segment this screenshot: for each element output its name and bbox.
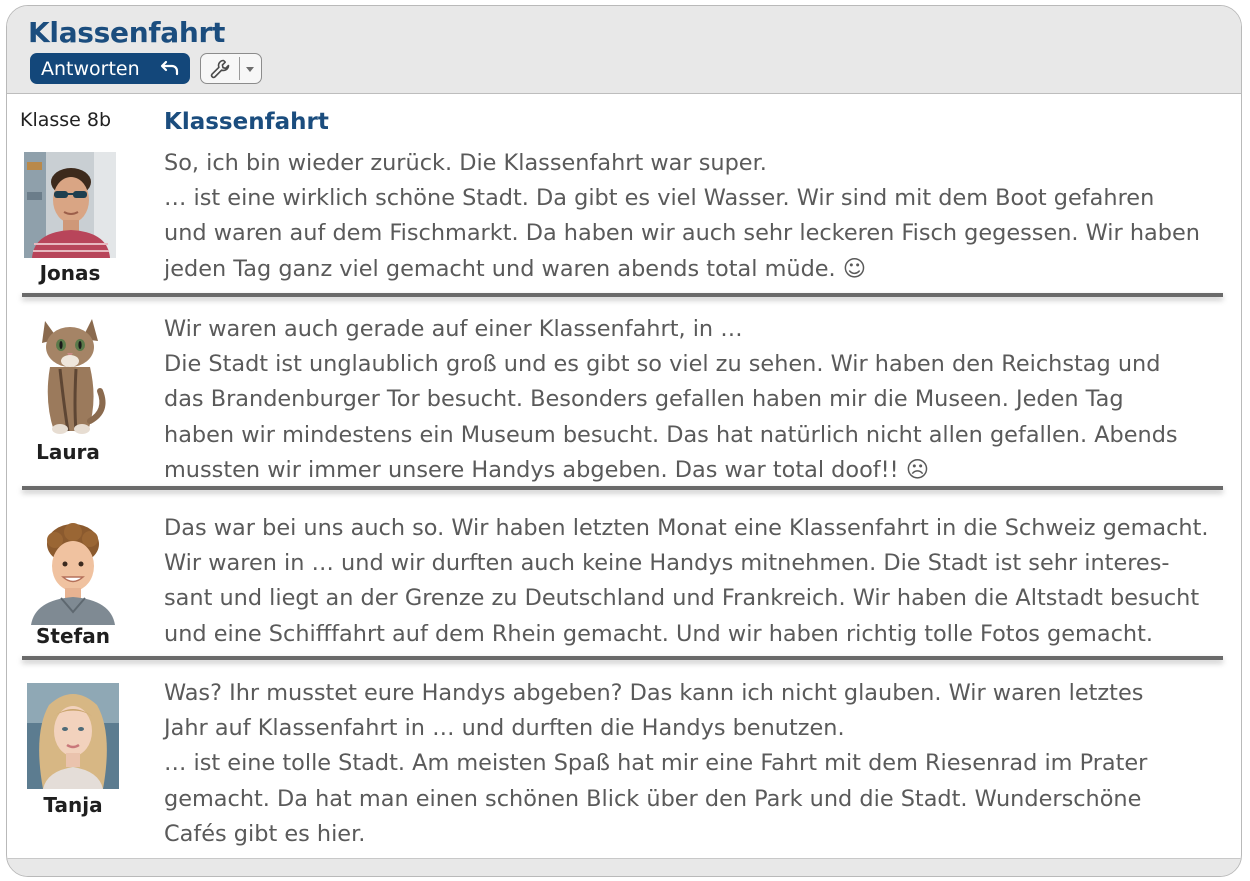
post-line: gemacht. Da hat man einen schönen Blick über den Park und die Stadt. Wunderschöne <box>164 785 1142 812</box>
page-title: Klassenfahrt <box>28 16 226 49</box>
post-line: sant und liegt an der Grenze zu Deutschland und Frankreich. Wir haben die Altstadt besucht <box>164 585 1200 612</box>
reply-arrow-icon <box>160 59 180 77</box>
avatar-laura[interactable] <box>30 311 112 436</box>
caret-down-icon[interactable] <box>246 67 254 72</box>
post-body <box>164 676 1239 852</box>
forum-header <box>7 6 1241 94</box>
group-label: Klasse 8b <box>20 109 112 131</box>
boy-sunglasses-photo <box>24 152 116 258</box>
post-divider <box>22 486 1223 490</box>
post-divider <box>22 293 1223 297</box>
post-line: jeden Tag ganz viel gemacht und waren abends total müde. ☺ <box>164 255 867 282</box>
post-line: So, ich bin wieder zurück. Die Klassenfahrt war super. <box>164 150 767 176</box>
post-line: Cafés gibt es hier. <box>164 820 366 847</box>
thread-title: Klassenfahrt <box>164 109 329 135</box>
post-line: Was? Ihr musstet eure Handys abgeben? Das kann ich nicht glauben. Wir waren letztes <box>164 680 1144 706</box>
wrench-icon <box>209 58 231 80</box>
boy-curly-hair-photo <box>27 520 119 625</box>
post-line: … ist eine tolle Stadt. Am meisten Spaß hat mir eine Fahrt mit dem Riesenrad im Prater <box>164 750 1148 777</box>
post-line: Die Stadt ist unglaublich groß und es gibt so viel zu sehen. Wir haben den Reichstag und <box>164 351 1161 378</box>
avatar-jonas[interactable] <box>24 152 116 258</box>
author-name[interactable]: Tanja <box>43 793 103 817</box>
author-name[interactable]: Stefan <box>36 624 110 648</box>
post-body <box>164 312 1239 488</box>
girl-blonde-photo <box>27 683 119 789</box>
post-body <box>164 146 1239 287</box>
forum-footer <box>7 858 1241 877</box>
author-name[interactable]: Jonas <box>39 261 101 285</box>
reply-button-label: Antworten <box>41 57 140 80</box>
post-line: haben wir mindestens ein Museum besucht. Das hat natürlich nicht allen gefallen. Abends <box>164 421 1178 448</box>
post-line: mussten wir immer unsere Handys abgeben. Das war total doof!! ☹ <box>164 456 930 483</box>
post-line: Jahr auf Klassenfahrt in … und durften die Handys benutzen. <box>164 715 845 742</box>
tools-menu-button[interactable] <box>200 53 262 84</box>
post-body <box>164 511 1239 652</box>
post-line: Wir waren auch gerade auf einer Klassenfahrt, in … <box>164 316 743 342</box>
avatar-tanja[interactable] <box>27 683 119 789</box>
author-name[interactable]: Laura <box>36 440 100 464</box>
post-line: … ist eine wirklich schöne Stadt. Da gibt es viel Wasser. Wir sind mit dem Boot gefahren <box>164 185 1155 212</box>
kitten-photo <box>30 311 112 436</box>
post-line: das Brandenburger Tor besucht. Besonders gefallen haben mir die Museen. Jeden Tag <box>164 386 1124 413</box>
post-divider <box>22 656 1223 660</box>
post-line: und waren auf dem Fischmarkt. Da haben wir auch sehr leckeren Fisch gegessen. Wir haben <box>164 220 1200 247</box>
post-line: und eine Schifffahrt auf dem Rhein gemacht. Und wir haben richtig tolle Fotos gemacht. <box>164 620 1153 647</box>
reply-button[interactable] <box>30 53 190 84</box>
avatar-stefan[interactable] <box>27 520 119 625</box>
post-line: Wir waren in … und wir durften auch keine Handys mitnehmen. Die Stadt ist sehr interes- <box>164 550 1170 577</box>
forum-window <box>6 5 1242 877</box>
button-separator <box>239 57 240 80</box>
post-line: Das war bei uns auch so. Wir haben letzten Monat eine Klassenfahrt in die Schweiz gemacht. <box>164 515 1209 541</box>
